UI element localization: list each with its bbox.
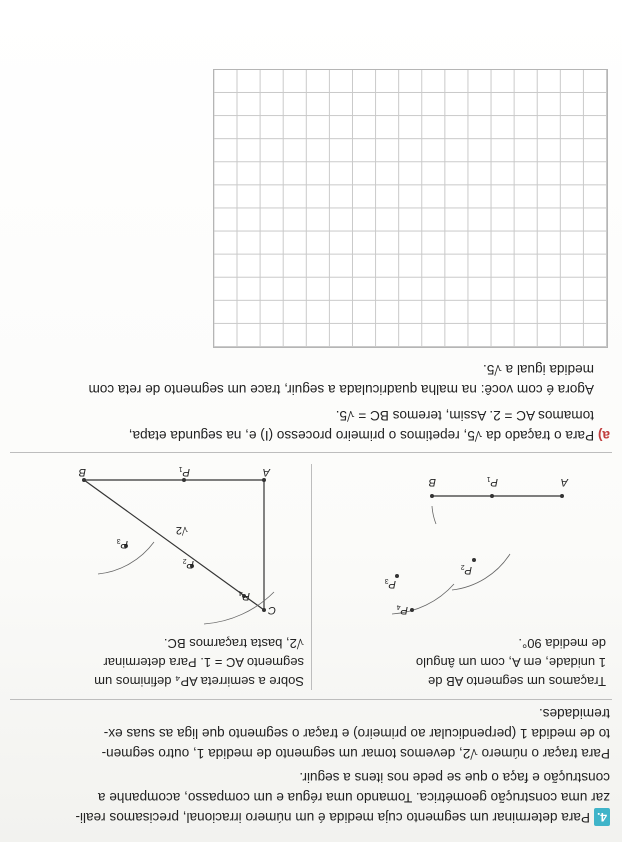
label-c: C — [268, 604, 276, 616]
label-p4-left: $P_4$ — [396, 603, 408, 616]
exercise-intro-line-5: to de medida 1 (perpendicular ao primeiro) e traçar o segmento que liga as suas ex- — [103, 726, 610, 741]
point-p4 — [410, 608, 414, 612]
item-a-line-2: tomamos AC = 2. Assim, teremos BC = √5. — [335, 408, 594, 423]
item-a-marker: a) — [597, 428, 610, 443]
label-sqrt2: √2 — [175, 524, 188, 536]
point-b-right — [82, 478, 86, 482]
right-step-line-3: √2, basta traçarmos BC. — [163, 636, 304, 651]
item-a-line-4: medida igual a √5. — [483, 362, 594, 377]
label-p3-left: $P_3$ — [384, 577, 396, 590]
point-p1 — [490, 494, 494, 498]
label-p2-right: $P_2$ — [182, 557, 194, 570]
label-a-right: A — [262, 466, 270, 478]
label-p1-left: $P_1$ — [486, 475, 498, 488]
label-p1-right: $P_1$ — [178, 465, 190, 478]
right-step-line-1: Sobre a semirreta AP₄ definimos um — [94, 674, 304, 689]
label-a-left: A — [560, 476, 568, 488]
point-p2 — [472, 558, 476, 562]
exercise-intro-line-3: construção e faça o que se pede nos itens a seguir. — [299, 770, 610, 785]
exercise-intro-line-6: tremidades. — [538, 706, 610, 721]
point-c — [262, 608, 266, 612]
exercise-number: 4. — [594, 808, 610, 826]
point-a-right — [262, 478, 266, 482]
point-b — [430, 494, 434, 498]
label-b-right: B — [78, 466, 86, 478]
construction-figure-left — [322, 464, 602, 624]
item-a-line-1: a) Para o traçado da √5, repetimos o primeiro processo (I) e, na segunda etapa, — [128, 428, 610, 443]
left-step-line-1: Traçamos um segmento AB de — [428, 674, 606, 689]
exercise-intro-line-4: Para traçar o número √2, devemos tomar um segmento de medida 1, outro segmen- — [101, 746, 610, 761]
right-step-line-2: segmento AC = 1. Para determinar — [103, 655, 304, 670]
exercise-intro-line-1: 4.Para determinar um segmento cuja medida é um número irracional, precisamos reali- — [75, 808, 610, 826]
exercise-intro-line-2: zar uma construção geométrica. Tomando uma régua e um compasso, acompanhe a — [97, 790, 610, 805]
figure-divider — [311, 464, 312, 690]
item-a-line-3: Agora é com você: na malha quadriculada a seguir, trace um segmento de reta com — [88, 382, 594, 397]
label-p4-right: $P_4$ — [238, 589, 250, 602]
segment-bc — [84, 480, 264, 610]
label-p2-left: $P_2$ — [460, 563, 472, 576]
construction-figure-right — [14, 460, 304, 630]
point-p1-right — [182, 478, 186, 482]
label-p3-right: $P_3$ — [116, 537, 128, 550]
left-step-line-2: 1 unidade, em A, com um ângulo — [415, 655, 606, 670]
point-a — [560, 494, 564, 498]
drawing-grid[interactable] — [213, 69, 608, 348]
arc-from-b — [432, 506, 436, 524]
label-b-left: B — [428, 476, 436, 488]
left-step-line-3: de medida 90°. — [518, 636, 606, 651]
